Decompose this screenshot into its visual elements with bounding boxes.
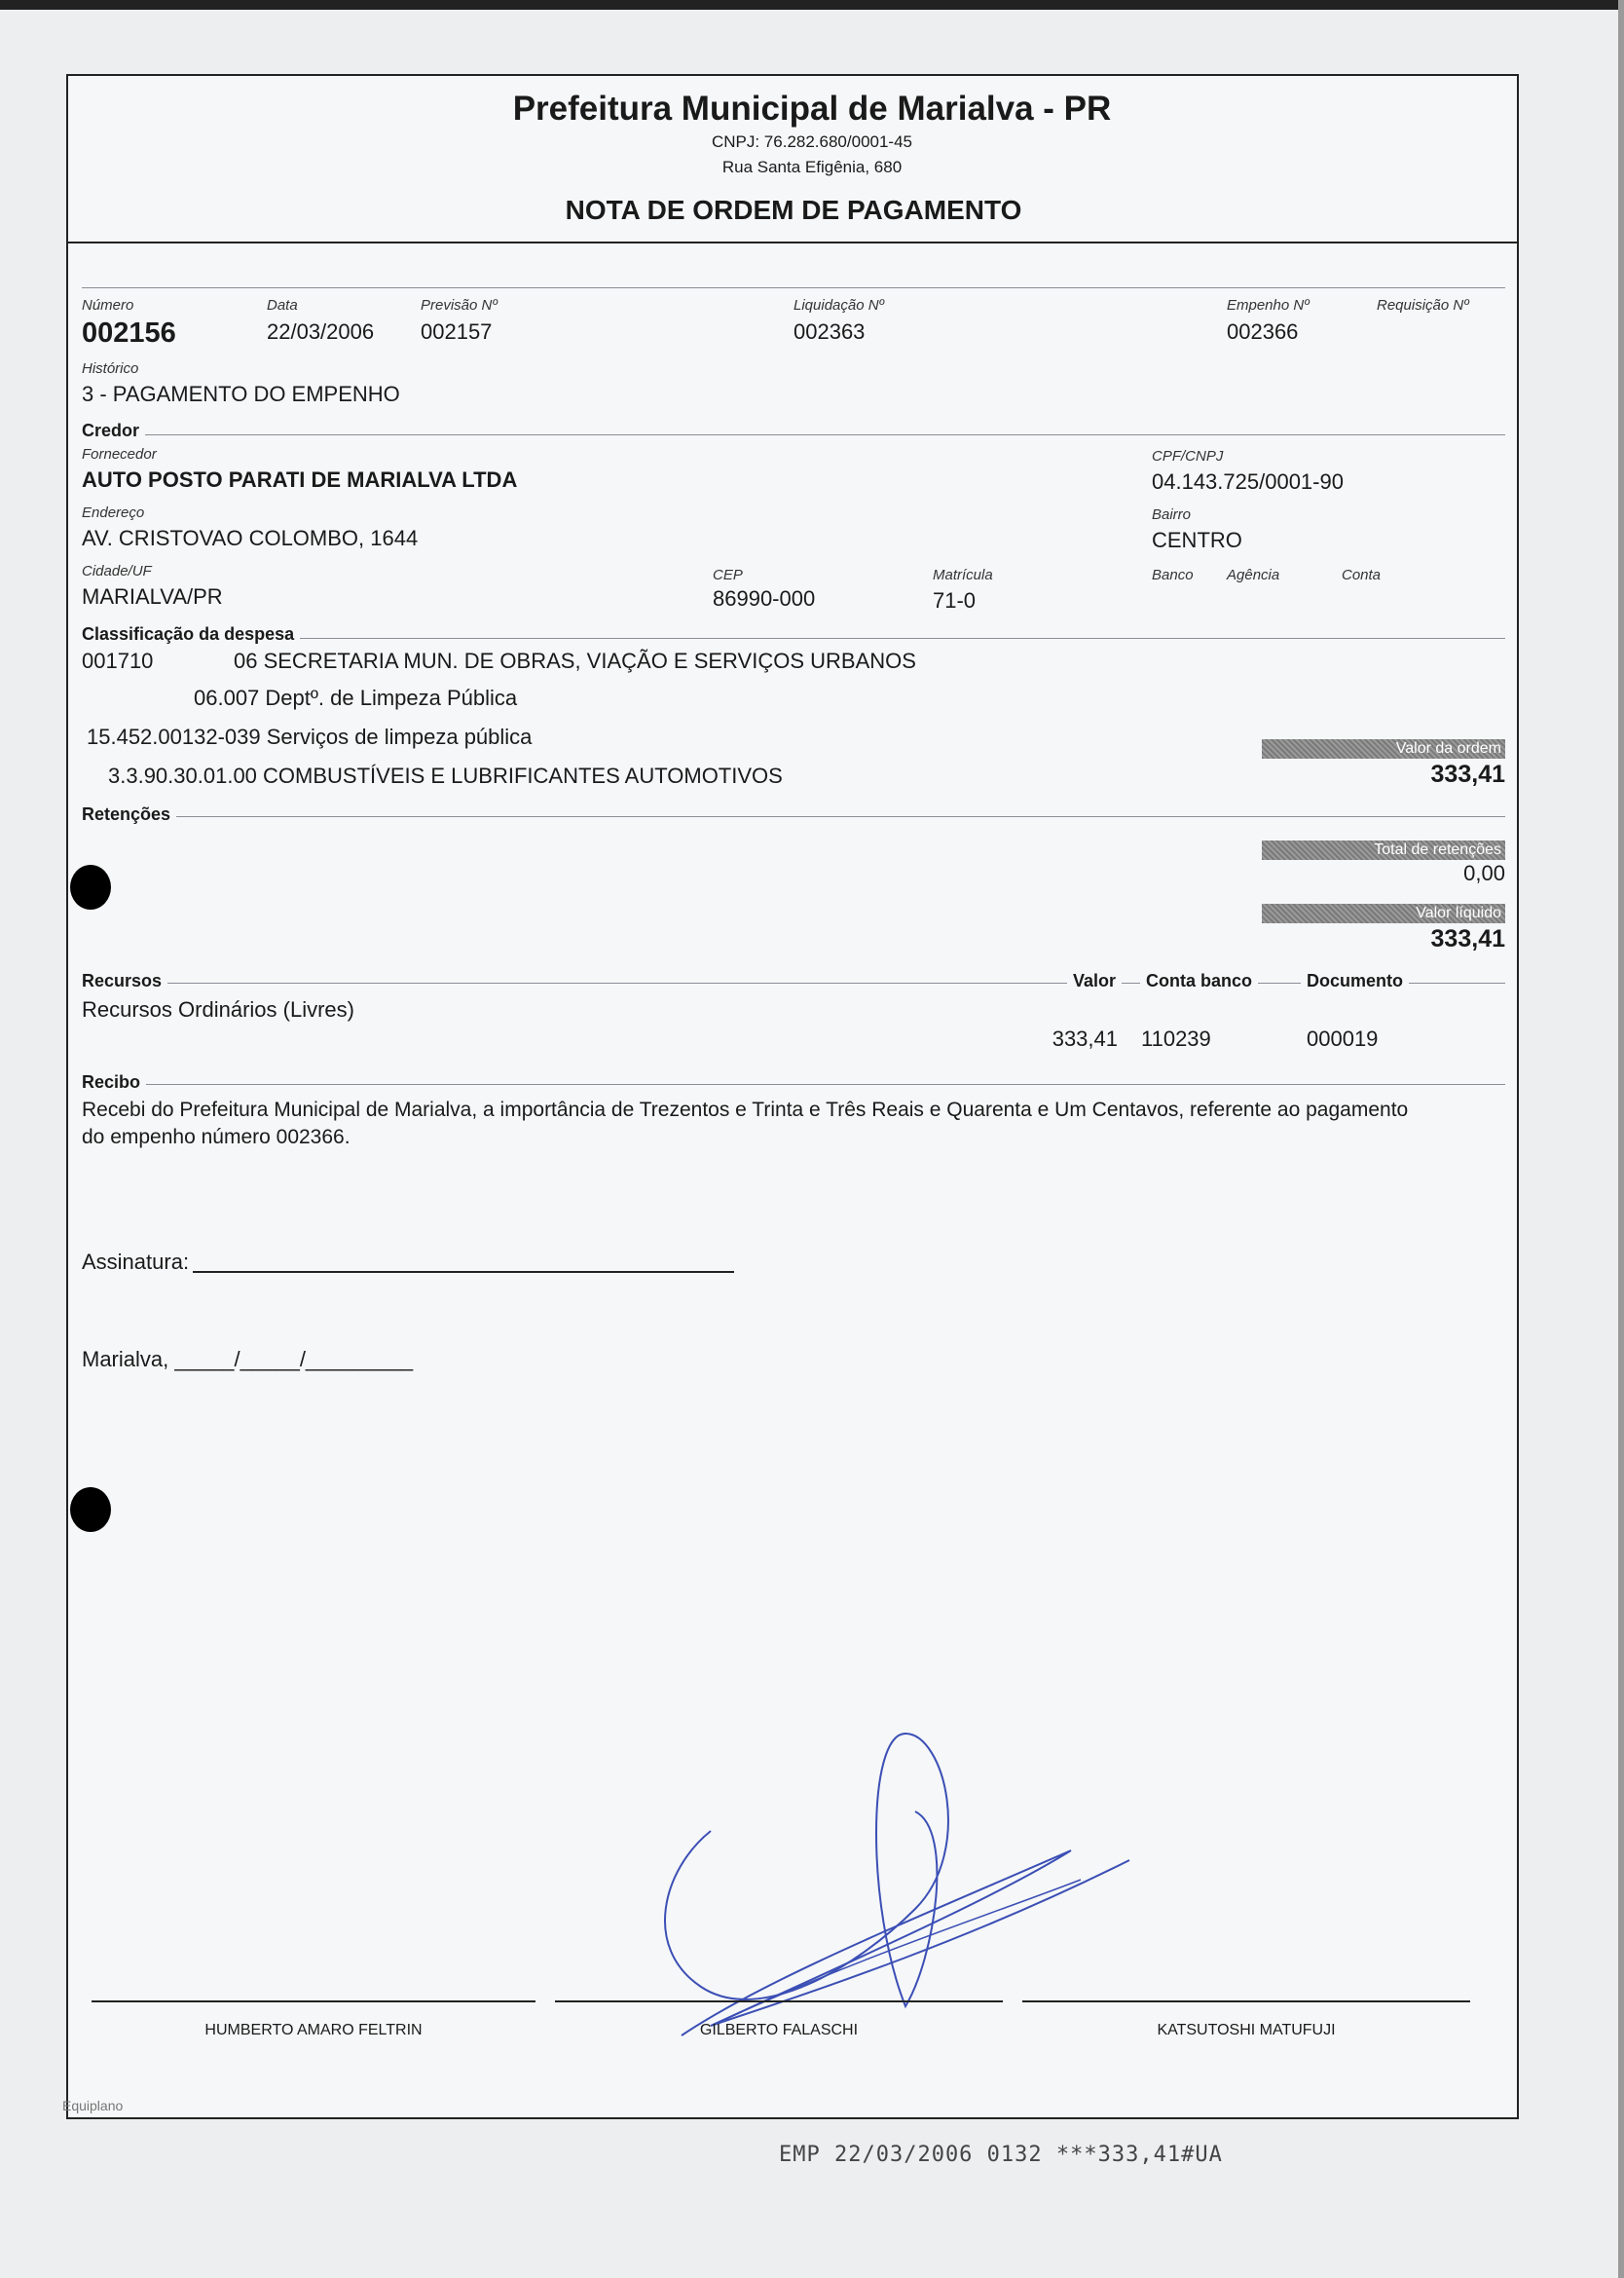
numero-label: Número (82, 297, 134, 314)
recursos-section-title: Recursos (82, 971, 167, 991)
assinatura-label: Assinatura: (82, 1250, 190, 1274)
recursos-conta: 110239 (1141, 1027, 1211, 1051)
cnpj-header: CNPJ: 76.282.680/0001-45 (711, 132, 913, 151)
page-title: Prefeitura Municipal de Marialva - PR (512, 90, 1112, 128)
bank-stamp: EMP 22/03/2006 0132 ***333,41#UA (779, 2143, 1223, 2167)
matricula-value: 71-0 (933, 588, 977, 613)
punch-hole-lower (70, 1487, 111, 1532)
header-divider (66, 242, 1519, 243)
historico-label: Histórico (82, 360, 139, 377)
total-retencoes-label: Total de retenções (1262, 840, 1505, 860)
liquidacao-value: 002363 (794, 319, 866, 344)
signatory-2: GILBERTO FALASCHI (699, 2022, 859, 2038)
cep-label: CEP (713, 567, 743, 583)
classificacao-line-2: 06.007 Deptº. de Limpeza Pública (194, 686, 518, 710)
ids-top-rule (82, 287, 1505, 288)
recibo-text-line-2: do empenho número 002366. (82, 1126, 351, 1148)
classificacao-line-3: 15.452.00132-039 Serviços de limpeza pública (87, 725, 533, 749)
empenho-value: 002366 (1227, 319, 1299, 344)
document-title: NOTA DE ORDEM DE PAGAMENTO (565, 195, 1022, 225)
recibo-text-line-1: Recebi do Prefeitura Municipal de Marialva, a importância de Trezentos e Trinta e Três Reais e Quarenta e Um Centavos, referente ao pagamento (82, 1099, 1409, 1121)
recibo-rule (82, 1084, 1505, 1085)
recursos-documento-header: Documento (1301, 971, 1409, 991)
punch-hole (70, 865, 111, 910)
agencia-label: Agência (1227, 567, 1280, 583)
valor-liquido-value: 333,41 (1430, 925, 1505, 952)
requisicao-label: Requisição Nº (1377, 297, 1469, 314)
assinatura-line (193, 1271, 734, 1273)
liquidacao-label: Liquidação Nº (794, 297, 885, 314)
bairro-value: CENTRO (1152, 528, 1242, 552)
historico-value: 3 - PAGAMENTO DO EMPENHO (82, 382, 400, 406)
recursos-descricao: Recursos Ordinários (Livres) (82, 997, 354, 1022)
empenho-label: Empenho Nº (1227, 297, 1310, 314)
cidade-label: Cidade/UF (82, 563, 152, 579)
retencoes-rule (82, 816, 1505, 817)
total-retencoes-value: 0,00 (1463, 861, 1505, 885)
data-label: Data (267, 297, 298, 314)
fornecedor-value: AUTO POSTO PARATI DE MARIALVA LTDA (82, 467, 518, 492)
classificacao-code: 001710 (82, 649, 154, 673)
signatory-1: HUMBERTO AMARO FELTRIN (204, 2022, 423, 2038)
credor-rule (82, 434, 1505, 435)
valor-liquido-label: Valor líquido (1262, 904, 1505, 923)
signatory-3: KATSUTOSHI MATUFUJI (1157, 2022, 1336, 2038)
cep-value: 86990-000 (713, 586, 816, 611)
endereco-value: AV. CRISTOVAO COLOMBO, 1644 (82, 526, 419, 550)
retencoes-section-title: Retenções (82, 804, 176, 825)
signature-line-3 (1022, 2000, 1470, 2002)
data-value: 22/03/2006 (267, 319, 375, 344)
cpf-value: 04.143.725/0001-90 (1152, 469, 1344, 494)
matricula-label: Matrícula (933, 567, 993, 583)
recibo-section-title: Recibo (82, 1072, 146, 1093)
endereco-label: Endereço (82, 504, 145, 521)
brand-footer: Equiplano (62, 2098, 124, 2113)
scan-top-edge (0, 0, 1624, 10)
previsao-value: 002157 (421, 319, 493, 344)
recursos-conta-header: Conta banco (1140, 971, 1258, 991)
recursos-documento: 000019 (1307, 1027, 1379, 1051)
valor-ordem-label: Valor da ordem (1262, 739, 1505, 759)
signature-line-2 (555, 2000, 1003, 2002)
recursos-valor: 333,41 (1052, 1027, 1118, 1051)
classificacao-section-title: Classificação da despesa (82, 624, 300, 645)
local-data: Marialva, _____/_____/_________ (82, 1347, 414, 1371)
cidade-value: MARIALVA/PR (82, 584, 223, 609)
scan-right-edge (1618, 0, 1624, 2278)
recursos-valor-header: Valor (1067, 971, 1122, 991)
recursos-rule (82, 983, 1505, 984)
previsao-label: Previsão Nº (421, 297, 498, 314)
banco-label: Banco (1152, 567, 1194, 583)
cpf-label: CPF/CNPJ (1152, 448, 1224, 465)
bairro-label: Bairro (1152, 506, 1192, 523)
classificacao-line-4: 3.3.90.30.01.00 COMBUSTÍVEIS E LUBRIFICANTES AUTOMOTIVOS (108, 764, 783, 788)
numero-value: 002156 (82, 317, 176, 349)
conta-label: Conta (1342, 567, 1382, 583)
classificacao-line-1: 06 SECRETARIA MUN. DE OBRAS, VIAÇÃO E SERVIÇOS URBANOS (234, 649, 916, 673)
credor-section-title: Credor (82, 421, 145, 441)
valor-ordem-value: 333,41 (1430, 761, 1505, 788)
signature-line-1 (92, 2000, 535, 2002)
address-header: Rua Santa Efigênia, 680 (721, 158, 903, 176)
fornecedor-label: Fornecedor (82, 446, 157, 463)
handwritten-signature (623, 1714, 1149, 2045)
